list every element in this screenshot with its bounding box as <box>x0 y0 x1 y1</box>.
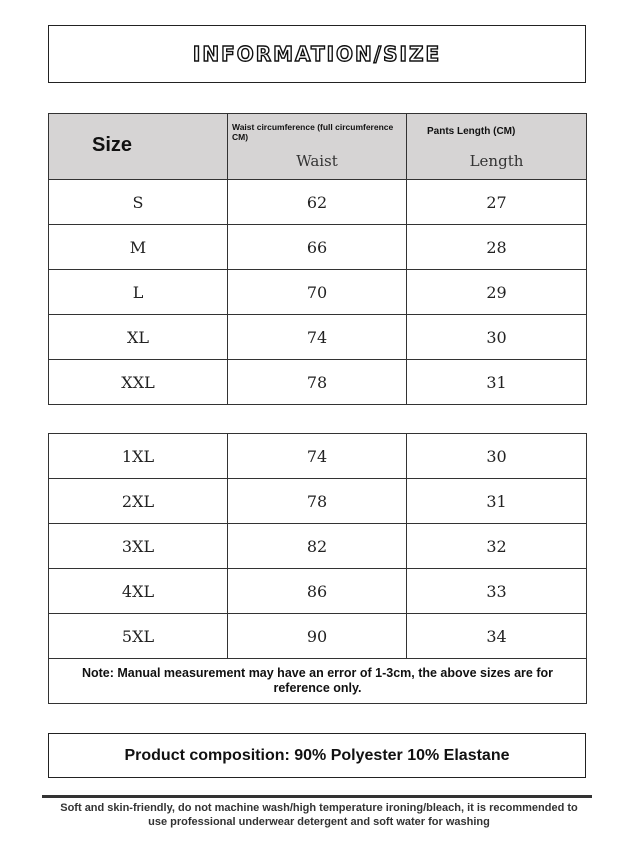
length-cell: 29 <box>407 270 587 315</box>
table-row <box>49 225 587 270</box>
waist-cell: 70 <box>228 270 407 315</box>
length-cell: 32 <box>407 524 587 569</box>
size-cell: L <box>49 270 228 315</box>
page-title: INFORMATION/SIZE <box>192 42 442 66</box>
table-row <box>49 524 587 569</box>
header-size-label: Size <box>92 134 133 156</box>
length-cell: 33 <box>407 569 587 614</box>
length-cell: 31 <box>407 360 587 405</box>
waist-cell: 62 <box>228 180 407 225</box>
table-row <box>49 180 587 225</box>
size-cell: XXL <box>49 360 228 405</box>
size-cell: 1XL <box>49 434 228 479</box>
table-row <box>49 569 587 614</box>
length-cell: 30 <box>407 434 587 479</box>
table-row <box>49 360 587 405</box>
size-cell: M <box>49 225 228 270</box>
table-row <box>49 270 587 315</box>
waist-cell: 78 <box>228 479 407 524</box>
length-cell: 28 <box>407 225 587 270</box>
measurement-note: Note: Manual measurement may have an error of 1-3cm, the above sizes are for reference only. <box>49 659 587 704</box>
table-row <box>49 614 587 659</box>
table-row <box>49 479 587 524</box>
care-instructions: Soft and skin-friendly, do not machine wash/high temperature ironing/bleach, it is recommended to use professional underwear detergent and soft water for washing <box>60 802 578 828</box>
size-cell: S <box>49 180 228 225</box>
title-box <box>48 25 586 83</box>
header-length-cell <box>407 114 587 180</box>
size-cell: 3XL <box>49 524 228 569</box>
header-size-cell <box>49 114 228 180</box>
length-cell: 34 <box>407 614 587 659</box>
size-table-1 <box>48 113 587 405</box>
waist-cell: 86 <box>228 569 407 614</box>
composition-text: Product composition: 90% Polyester 10% Elastane <box>124 746 510 764</box>
size-cell: 5XL <box>49 614 228 659</box>
waist-cell: 82 <box>228 524 407 569</box>
waist-cell: 74 <box>228 315 407 360</box>
waist-cell: 66 <box>228 225 407 270</box>
waist-cell: 90 <box>228 614 407 659</box>
size-cell: XL <box>49 315 228 360</box>
size-table-2 <box>48 433 587 704</box>
divider <box>42 795 592 798</box>
waist-cell: 78 <box>228 360 407 405</box>
length-cell: 31 <box>407 479 587 524</box>
table-row <box>49 315 587 360</box>
header-waist-label: Waist <box>296 152 338 170</box>
header-waist-desc: Waist circumference (full circumference CM) <box>232 122 394 142</box>
header-length-label: Length <box>469 152 524 170</box>
waist-cell: 74 <box>228 434 407 479</box>
table-header-row <box>49 114 587 180</box>
note-row <box>49 659 587 704</box>
length-cell: 27 <box>407 180 587 225</box>
composition-box <box>48 733 586 778</box>
size-cell: 2XL <box>49 479 228 524</box>
header-waist-cell <box>228 114 407 180</box>
size-cell: 4XL <box>49 569 228 614</box>
length-cell: 30 <box>407 315 587 360</box>
header-length-desc: Pants Length (CM) <box>427 126 516 137</box>
table-row <box>49 434 587 479</box>
